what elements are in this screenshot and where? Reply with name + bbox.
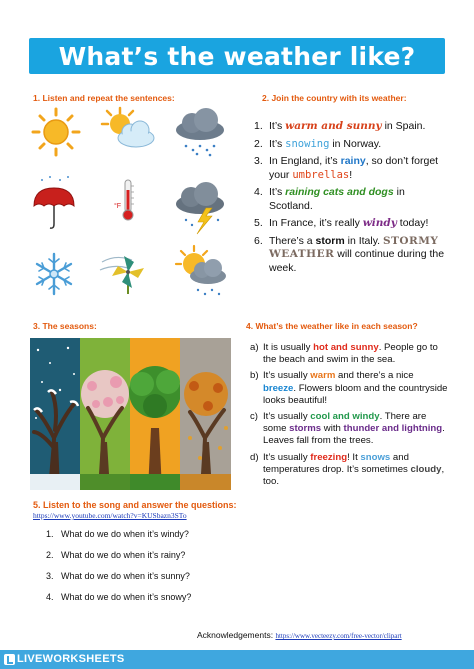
list-item: 4. What do we do when it’s snowy? (46, 592, 192, 602)
season-descriptions (250, 342, 448, 488)
umbrella-icon (34, 176, 74, 228)
section2-heading: 2. Join the country with its weather: (262, 93, 407, 103)
footer-bar (0, 650, 474, 669)
list-item: 3. What do we do when it’s sunny? (46, 571, 190, 581)
section3-heading: 3. The seasons: (33, 321, 97, 331)
song-questions (46, 529, 276, 613)
list-item: 6. There’s a storm in Italy. STORMY WEATHER will continue during the week. (254, 234, 445, 274)
liveworksheets-logo-icon (4, 654, 15, 665)
summer-panel (129, 338, 181, 490)
list-item: 1. It’s warm and sunny in Spain. (254, 120, 426, 132)
list-item: 2. What do we do when it’s rainy? (46, 550, 186, 560)
list-item: 5. In France, it’s really windy today! (254, 217, 429, 229)
acknowledgements-link[interactable]: https://www.vecteezy.com/free-vector/clipart (275, 632, 402, 640)
acknowledgements-label: Acknowledgements: (197, 630, 274, 640)
list-item: 1. What do we do when it’s windy? (46, 529, 189, 539)
title-banner (29, 38, 445, 74)
thermometer-label: °F (114, 203, 122, 210)
list-item: c) It’s usually cool and windy. There are some storms with thunder and lightning. Leaves fall from the trees. (250, 411, 445, 447)
spring-panel (80, 338, 130, 490)
sun-icon (33, 109, 79, 155)
sun-rain-cloud-icon (176, 246, 226, 295)
thunderstorm-icon (176, 182, 224, 234)
thermometer-icon (114, 180, 134, 220)
page-title: What’s the weather like? (58, 41, 416, 71)
footer-brand-text: LIVEWORKSHEETS (17, 653, 125, 665)
section4-heading: 4. What’s the weather like in each season? (246, 321, 418, 331)
list-item: d) It’s usually freezing! It snows and temperatures drop. It’s sometimes cloudy, too. (250, 451, 445, 488)
section1-heading: 1. Listen and repeat the sentences: (33, 93, 175, 103)
snowflake-icon (37, 254, 71, 294)
list-item: b) It’s usually warm and there’s a nice breeze. Flowers bloom and the countryside looks beautiful! (250, 370, 448, 406)
section5-heading: 5. Listen to the song and answer the questions: (33, 500, 237, 510)
footer-brand[interactable] (4, 653, 125, 665)
partly-cloudy-icon (102, 108, 154, 147)
list-item: a) It is usually hot and sunny. People go to the beach and swim in the sea. (250, 342, 438, 366)
weather-icons-grid (28, 104, 238, 304)
seasons-illustration (30, 338, 231, 490)
song-link[interactable]: https://www.youtube.com/watch?v=KUSbazn3STo (33, 511, 187, 520)
rain-cloud-icon (176, 108, 224, 156)
acknowledgements (197, 630, 402, 640)
list-item: 3. In England, it’s rainy, so don’t forget your umbrellas! (254, 155, 439, 181)
autumn-panel (180, 338, 231, 490)
country-weather-list (254, 120, 450, 275)
winter-panel (30, 338, 80, 490)
list-item: 2. It’s snowing in Norway. (254, 137, 382, 150)
list-item: 4. It’s raining cats and dogs in Scotland. (254, 186, 405, 212)
windmill-icon (100, 256, 144, 294)
